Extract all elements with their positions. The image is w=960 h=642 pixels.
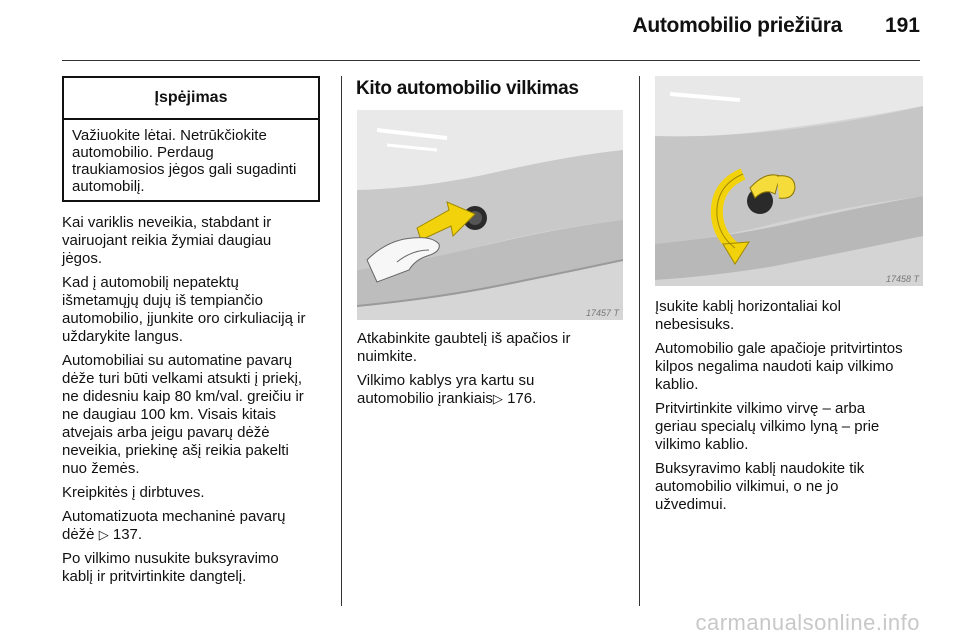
illustration-towing-hook — [655, 76, 923, 286]
illustration-bumper-cover — [357, 110, 623, 320]
text-line: išmetamųjų dujų iš tempiančio — [62, 292, 263, 309]
text-line: Vilkimo kablys yra kartu su — [357, 372, 535, 389]
text-line: nuimkite. — [357, 348, 418, 365]
section-title: Kito automobilio vilkimas — [356, 78, 579, 99]
text-line: dėže turi būti velkami atsukti į priekį, — [62, 370, 303, 387]
text-line: Kai variklis neveikia, stabdant ir — [62, 214, 272, 231]
paragraph — [655, 340, 935, 394]
text-line: nuo žemės. — [62, 460, 140, 477]
paragraph — [655, 460, 935, 514]
text-line: nebesisuks. — [655, 316, 735, 333]
text-line: kablio. — [655, 376, 699, 393]
right-column — [655, 298, 935, 520]
text-line: dėžė — [62, 526, 95, 543]
text-line: kilpos negalima naudoti kaip vilkimo — [655, 358, 894, 375]
text-line: Po vilkimo nusukite buksyravimo — [62, 550, 279, 567]
text-line: Buksyravimo kablį naudokite tik — [655, 460, 865, 477]
header-divider — [62, 60, 920, 61]
paragraph-xref — [62, 508, 337, 544]
text-line: ne daugiau 100 km. Visais kitais — [62, 406, 277, 423]
paragraph — [62, 550, 337, 586]
paragraph — [62, 214, 337, 268]
warning-body — [64, 120, 318, 195]
xref-page-link[interactable]: 176. — [507, 390, 537, 407]
warning-line: Važiuokite lėtai. Netrūkčiokite — [72, 127, 267, 144]
middle-column — [357, 330, 633, 414]
text-line: geriau specialų vilkimo lyną – prie — [655, 418, 880, 435]
text-line: kablį ir pritvirtinkite dangtelį. — [62, 568, 247, 585]
warning-title: Įspėjimas — [64, 78, 318, 120]
arrow-right-icon: ▷ — [98, 527, 109, 542]
text-line: Pritvirtinkite vilkimo virvę – arba — [655, 400, 866, 417]
text-line: atvejais arba jeigu pavarų dėžė — [62, 424, 270, 441]
text-line: uždarykite langus. — [62, 328, 183, 345]
warning-line: automobilį. — [72, 178, 145, 195]
text-line: jėgos. — [62, 250, 103, 267]
warning-line: automobilio. Perdaug — [72, 144, 214, 161]
page-number: 191 — [884, 14, 920, 37]
column-divider-2 — [639, 76, 640, 606]
text-line: Kreipkitės į dirbtuves. — [62, 484, 205, 501]
text-line: Automobilio gale apačioje pritvirtintos — [655, 340, 903, 357]
figure-cover-removal — [357, 110, 623, 320]
left-column — [62, 214, 337, 592]
paragraph — [62, 352, 337, 478]
text-line: vairuojant reikia žymiai daugiau — [62, 232, 272, 249]
watermark: carmanualsonline.info — [695, 610, 920, 635]
text-line: automobilio vilkimui, o ne jo — [655, 478, 839, 495]
paragraph — [62, 274, 337, 346]
text-line: užvedimui. — [655, 496, 727, 513]
paragraph — [655, 298, 935, 334]
text-line: automobilio, įjunkite oro cirkuliaciją ir — [62, 310, 306, 327]
paragraph — [62, 484, 337, 502]
text-line: neveikia, priekinę ašį reikia pakelti — [62, 442, 289, 459]
figure-number: 17457 T — [585, 308, 619, 318]
figure-number: 17458 T — [885, 274, 919, 284]
text-line: Automatizuota mechaninė pavarų — [62, 508, 286, 525]
warning-line: traukiamosios jėgos gali sugadinti — [72, 161, 297, 178]
xref-page-link[interactable]: 137. — [112, 526, 143, 543]
paragraph — [357, 330, 633, 366]
text-line: Įsukite kablį horizontaliai kol — [655, 298, 841, 315]
text-line: ne didesniu kaip 80 km/val. greičiu ir — [62, 388, 304, 405]
text-line: Atkabinkite gaubtelį iš apačios ir — [357, 330, 571, 347]
paragraph — [655, 400, 935, 454]
page-header-title: Automobilio priežiūra — [632, 14, 842, 37]
text-line: vilkimo kablio. — [655, 436, 749, 453]
text-line: Automobiliai su automatine pavarų — [62, 352, 293, 369]
arrow-right-icon: ▷ — [492, 391, 503, 406]
text-line: Kad į automobilį nepatektų — [62, 274, 239, 291]
warning-box — [62, 76, 320, 202]
text-line: automobilio įrankiais — [357, 390, 493, 407]
figure-hook-install — [655, 76, 923, 286]
paragraph-xref — [357, 372, 633, 408]
column-divider-1 — [341, 76, 342, 606]
